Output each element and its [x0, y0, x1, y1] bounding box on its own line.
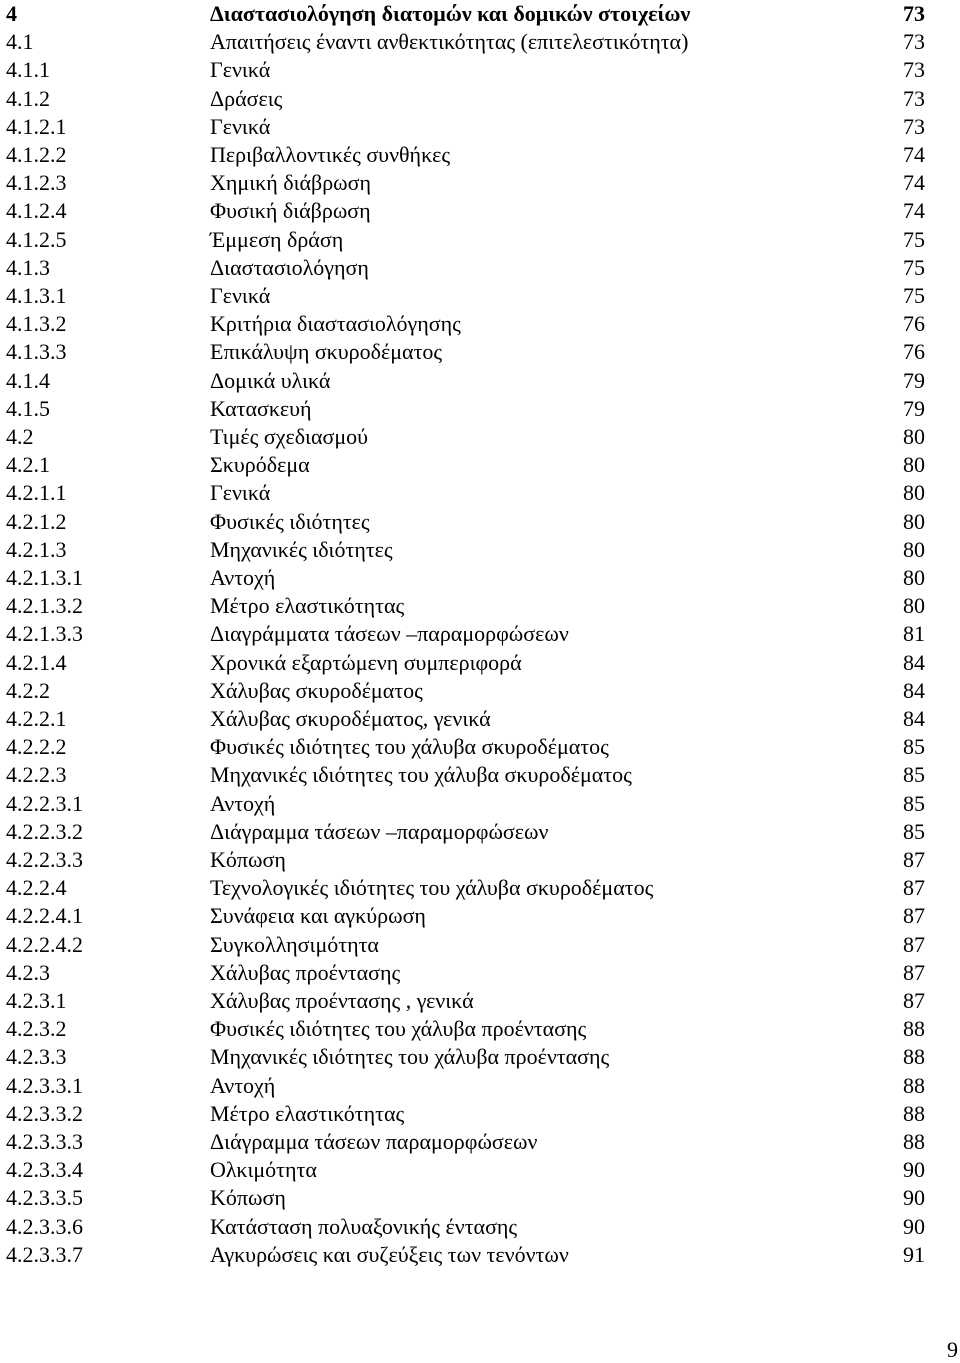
toc-entry-title: Κατασκευή	[210, 395, 312, 421]
toc-entry	[0, 620, 960, 648]
toc-entry-number: 4.2.3.3.3	[6, 1129, 83, 1154]
toc-entry	[0, 705, 960, 733]
toc-entry	[0, 818, 960, 846]
toc-entry-page: 87	[903, 847, 925, 872]
toc-entry	[0, 85, 960, 113]
toc-entry	[0, 564, 960, 592]
toc-entry	[0, 113, 960, 141]
toc-entry-page: 84	[903, 649, 925, 675]
toc-entry-title: Χάλυβας προέντασης	[210, 959, 401, 985]
toc-entry-page: 90	[903, 1157, 925, 1183]
toc-entry-title: Γενικά	[210, 57, 271, 83]
toc-entry-title: Κατάσταση πολυαξονικής έντασης	[210, 1213, 518, 1239]
toc-entry-number: 4.2.2.4.1	[6, 903, 83, 929]
toc-entry	[0, 761, 960, 789]
toc-entry-title: Κόπωση	[210, 847, 286, 872]
toc-entry-title: Φυσικές ιδιότητες του χάλυβα προέντασης	[210, 1016, 587, 1042]
toc-entry-number: 4.2.1.2	[6, 508, 67, 534]
toc-entry	[0, 1241, 960, 1269]
toc-entry-page: 73	[903, 57, 925, 83]
toc-entry-page: 73	[903, 113, 925, 139]
toc-entry	[0, 1128, 960, 1156]
toc-entry-page: 75	[903, 283, 925, 308]
toc-entry-page: 74	[903, 142, 925, 167]
toc-entry-title: Αντοχή	[210, 790, 276, 816]
toc-entry-number: 4.2.3.3.7	[6, 1241, 83, 1267]
toc-entry-page: 91	[903, 1241, 925, 1267]
toc-entry-title: Διαστασιολόγηση διατομών και δομικών στοιχείων	[210, 1, 691, 26]
toc-entry-title: Αντοχή	[210, 1072, 276, 1098]
toc-entry	[0, 987, 960, 1015]
toc-entry	[0, 423, 960, 451]
toc-entry-title: Χρονικά εξαρτώμενη συμπεριφορά	[210, 649, 522, 675]
toc-entry-page: 73	[903, 29, 925, 55]
toc-entry-title: Γενικά	[210, 283, 271, 308]
toc-entry-title: Μηχανικές ιδιότητες του χάλυβα σκυροδέματος	[210, 762, 632, 788]
toc-entry-page: 80	[903, 452, 925, 478]
toc-entry-title: Δράσεις	[210, 85, 283, 111]
toc-entry	[0, 338, 960, 366]
toc-entry-number: 4.1.2.5	[6, 226, 67, 252]
toc-entry	[0, 0, 960, 28]
toc-entry-title: Μέτρο ελαστικότητας	[210, 1100, 405, 1126]
toc-entry-title: Χάλυβας σκυροδέματος, γενικά	[210, 706, 491, 731]
toc-entry-title: Συγκολλησιμότητα	[210, 931, 379, 957]
toc-entry-page: 87	[903, 959, 925, 985]
toc-entry-page: 75	[903, 226, 925, 252]
toc-entry-page: 79	[903, 367, 925, 393]
toc-entry-title: Χάλυβας σκυροδέματος	[210, 677, 423, 703]
toc-entry-number: 4.2.3.3.1	[6, 1072, 83, 1098]
toc-entry	[0, 1184, 960, 1212]
toc-entry-title: Διαγράμματα τάσεων –παραμορφώσεων	[210, 621, 569, 647]
toc-entry-number: 4.2.2.3.3	[6, 847, 83, 872]
toc-entry	[0, 226, 960, 254]
toc-entry-page: 84	[903, 706, 925, 731]
toc-entry-number: 4.2.1.3.3	[6, 621, 83, 647]
toc-entry	[0, 28, 960, 56]
toc-entry-page: 74	[903, 198, 925, 224]
toc-entry-page: 81	[903, 621, 925, 647]
toc-entry-number: 4.2.3.1	[6, 988, 67, 1013]
toc-entry-page: 73	[903, 1, 925, 26]
toc-entry-number: 4.2.2	[6, 677, 50, 703]
toc-entry-number: 4.2.3	[6, 959, 50, 985]
toc-entry-title: Επικάλυψη σκυροδέματος	[210, 339, 443, 365]
toc-entry-title: Αγκυρώσεις και συζεύξεις των τενόντων	[210, 1241, 569, 1267]
toc-entry-title: Διάγραμμα τάσεων παραμορφώσεων	[210, 1129, 538, 1154]
toc-entry	[0, 733, 960, 761]
toc-entry	[0, 169, 960, 197]
toc-entry	[0, 395, 960, 423]
toc-entry-number: 4.1.3.1	[6, 283, 67, 308]
toc-entry	[0, 1072, 960, 1100]
toc-entry-page: 76	[903, 311, 925, 337]
toc-entry-page: 73	[903, 85, 925, 111]
toc-entry-title: Κόπωση	[210, 1185, 286, 1211]
toc-entry	[0, 1213, 960, 1241]
toc-entry-page: 85	[903, 790, 925, 816]
toc-entry-number: 4.2.1	[6, 452, 50, 478]
toc-entry-page: 87	[903, 903, 925, 929]
toc-entry-number: 4.1.4	[6, 367, 50, 393]
toc-entry-title: Απαιτήσεις έναντι ανθεκτικότητας (επιτελεστικότητα)	[210, 29, 689, 55]
toc-entry-title: Αντοχή	[210, 565, 276, 590]
toc-entry-number: 4.1.2.4	[6, 198, 67, 224]
toc-entry-title: Μηχανικές ιδιότητες του χάλυβα προέντασης	[210, 1044, 610, 1070]
toc-entry	[0, 1043, 960, 1071]
toc-entry-page: 88	[903, 1044, 925, 1070]
toc-entry-title: Ολκιμότητα	[210, 1157, 317, 1183]
toc-entry-number: 4.1.3	[6, 254, 50, 280]
toc-entry-title: Μηχανικές ιδιότητες	[210, 536, 393, 562]
toc-entry-title: Δομικά υλικά	[210, 367, 331, 393]
toc-entry-number: 4.2.3.3.4	[6, 1157, 83, 1183]
toc-entry-number: 4.2.1.3.2	[6, 593, 83, 619]
toc-entry	[0, 254, 960, 282]
toc-entry	[0, 959, 960, 987]
toc-entry-number: 4.2.2.2	[6, 734, 67, 760]
toc-entry-number: 4.1.2	[6, 85, 50, 111]
toc-entry-number: 4.2.3.3.5	[6, 1185, 83, 1211]
toc-entry-number: 4.2.2.3.1	[6, 790, 83, 816]
toc-entry-page: 84	[903, 677, 925, 703]
toc-entry-number: 4.2.2.3	[6, 762, 67, 788]
toc-entry	[0, 874, 960, 902]
toc-entry-page: 88	[903, 1129, 925, 1154]
toc-entry-page: 88	[903, 1100, 925, 1126]
toc-entry-number: 4.2	[6, 424, 34, 449]
toc-entry	[0, 846, 960, 874]
toc-entry-title: Χημική διάβρωση	[210, 170, 372, 196]
page-number: 9	[947, 1337, 958, 1362]
toc-entry-title: Χάλυβας προέντασης , γενικά	[210, 988, 474, 1013]
toc-entry-title: Κριτήρια διαστασιολόγησης	[210, 311, 461, 337]
toc-entry-page: 80	[903, 565, 925, 590]
toc-entry	[0, 677, 960, 705]
toc-entry-page: 80	[903, 480, 925, 506]
toc-entry	[0, 592, 960, 620]
toc-entry-number: 4.2.1.3	[6, 536, 67, 562]
toc-entry	[0, 310, 960, 338]
toc-entry-page: 88	[903, 1016, 925, 1042]
toc-entry	[0, 56, 960, 84]
toc-entry-number: 4.2.2.4.2	[6, 931, 83, 957]
toc-entry-title: Φυσική διάβρωση	[210, 198, 371, 224]
toc-entry	[0, 282, 960, 310]
toc-entry-page: 79	[903, 395, 925, 421]
toc-entry-number: 4.1.2.1	[6, 113, 67, 139]
toc-entry	[0, 367, 960, 395]
toc-entry-title: Τεχνολογικές ιδιότητες του χάλυβα σκυροδέματος	[210, 875, 654, 901]
toc-entry	[0, 141, 960, 169]
toc-entry-page: 87	[903, 875, 925, 901]
toc-entry	[0, 931, 960, 959]
toc-entry-page: 85	[903, 818, 925, 844]
toc-entry-page: 80	[903, 424, 925, 449]
toc-entry-title: Τιμές σχεδιασμού	[210, 424, 369, 449]
toc-entry	[0, 451, 960, 479]
toc-entry-number: 4.2.2.1	[6, 706, 67, 731]
toc-entry-number: 4.1.1	[6, 57, 50, 83]
toc-entry	[0, 1015, 960, 1043]
toc-entry-title: Συνάφεια και αγκύρωση	[210, 903, 426, 929]
toc-entry-page: 80	[903, 508, 925, 534]
toc-entry	[0, 508, 960, 536]
toc-entry-number: 4.2.2.4	[6, 875, 67, 901]
toc-entry	[0, 1100, 960, 1128]
toc-entry-page: 76	[903, 339, 925, 365]
toc-entry-title: Φυσικές ιδιότητες	[210, 508, 370, 534]
toc-entry-page: 88	[903, 1072, 925, 1098]
toc-entry	[0, 479, 960, 507]
toc-entry	[0, 790, 960, 818]
toc-entry-title: Φυσικές ιδιότητες του χάλυβα σκυροδέματος	[210, 734, 609, 760]
toc-entry-page: 87	[903, 988, 925, 1013]
toc-entry-page: 75	[903, 254, 925, 280]
toc-entry-title: Σκυρόδεμα	[210, 452, 310, 478]
toc-entry	[0, 197, 960, 225]
toc-entry-number: 4.2.2.3.2	[6, 818, 83, 844]
toc-entry-number: 4.1.3.2	[6, 311, 67, 337]
toc-entry-page: 90	[903, 1185, 925, 1211]
toc-entry-number: 4.1.2.3	[6, 170, 67, 196]
toc-entry-number: 4.2.3.2	[6, 1016, 67, 1042]
toc-entry-page: 80	[903, 593, 925, 619]
toc-entry-page: 85	[903, 762, 925, 788]
toc-entry-page: 90	[903, 1213, 925, 1239]
toc-entry-page: 80	[903, 536, 925, 562]
toc-entry-title: Γενικά	[210, 480, 271, 506]
toc-entry-page: 74	[903, 170, 925, 196]
toc-entry-number: 4	[6, 1, 17, 26]
toc-entry-number: 4.1.3.3	[6, 339, 67, 365]
toc-entry-number: 4.2.1.1	[6, 480, 67, 506]
toc-entry-title: Γενικά	[210, 113, 271, 139]
toc-entry	[0, 902, 960, 930]
toc-entry-number: 4.2.3.3.6	[6, 1213, 83, 1239]
toc-entry-title: Διαστασιολόγηση	[210, 254, 369, 280]
toc-entry-title: Έμμεση δράση	[210, 226, 344, 252]
toc-entry-title: Μέτρο ελαστικότητας	[210, 593, 405, 619]
toc-entry-page: 87	[903, 931, 925, 957]
toc-entry-title: Περιβαλλοντικές συνθήκες	[210, 142, 451, 167]
toc-entry-number: 4.1.5	[6, 395, 50, 421]
toc-entry	[0, 536, 960, 564]
toc-entry-number: 4.2.1.3.1	[6, 565, 83, 590]
toc-entry	[0, 1156, 960, 1184]
toc-entry-title: Διάγραμμα τάσεων –παραμορφώσεων	[210, 818, 549, 844]
toc-entry	[0, 649, 960, 677]
toc-entry-number: 4.1	[6, 29, 34, 55]
toc-entry-number: 4.2.3.3	[6, 1044, 67, 1070]
toc-entry-number: 4.2.3.3.2	[6, 1100, 83, 1126]
toc-entry-number: 4.2.1.4	[6, 649, 67, 675]
toc-entry-number: 4.1.2.2	[6, 142, 67, 167]
toc-entry-page: 85	[903, 734, 925, 760]
